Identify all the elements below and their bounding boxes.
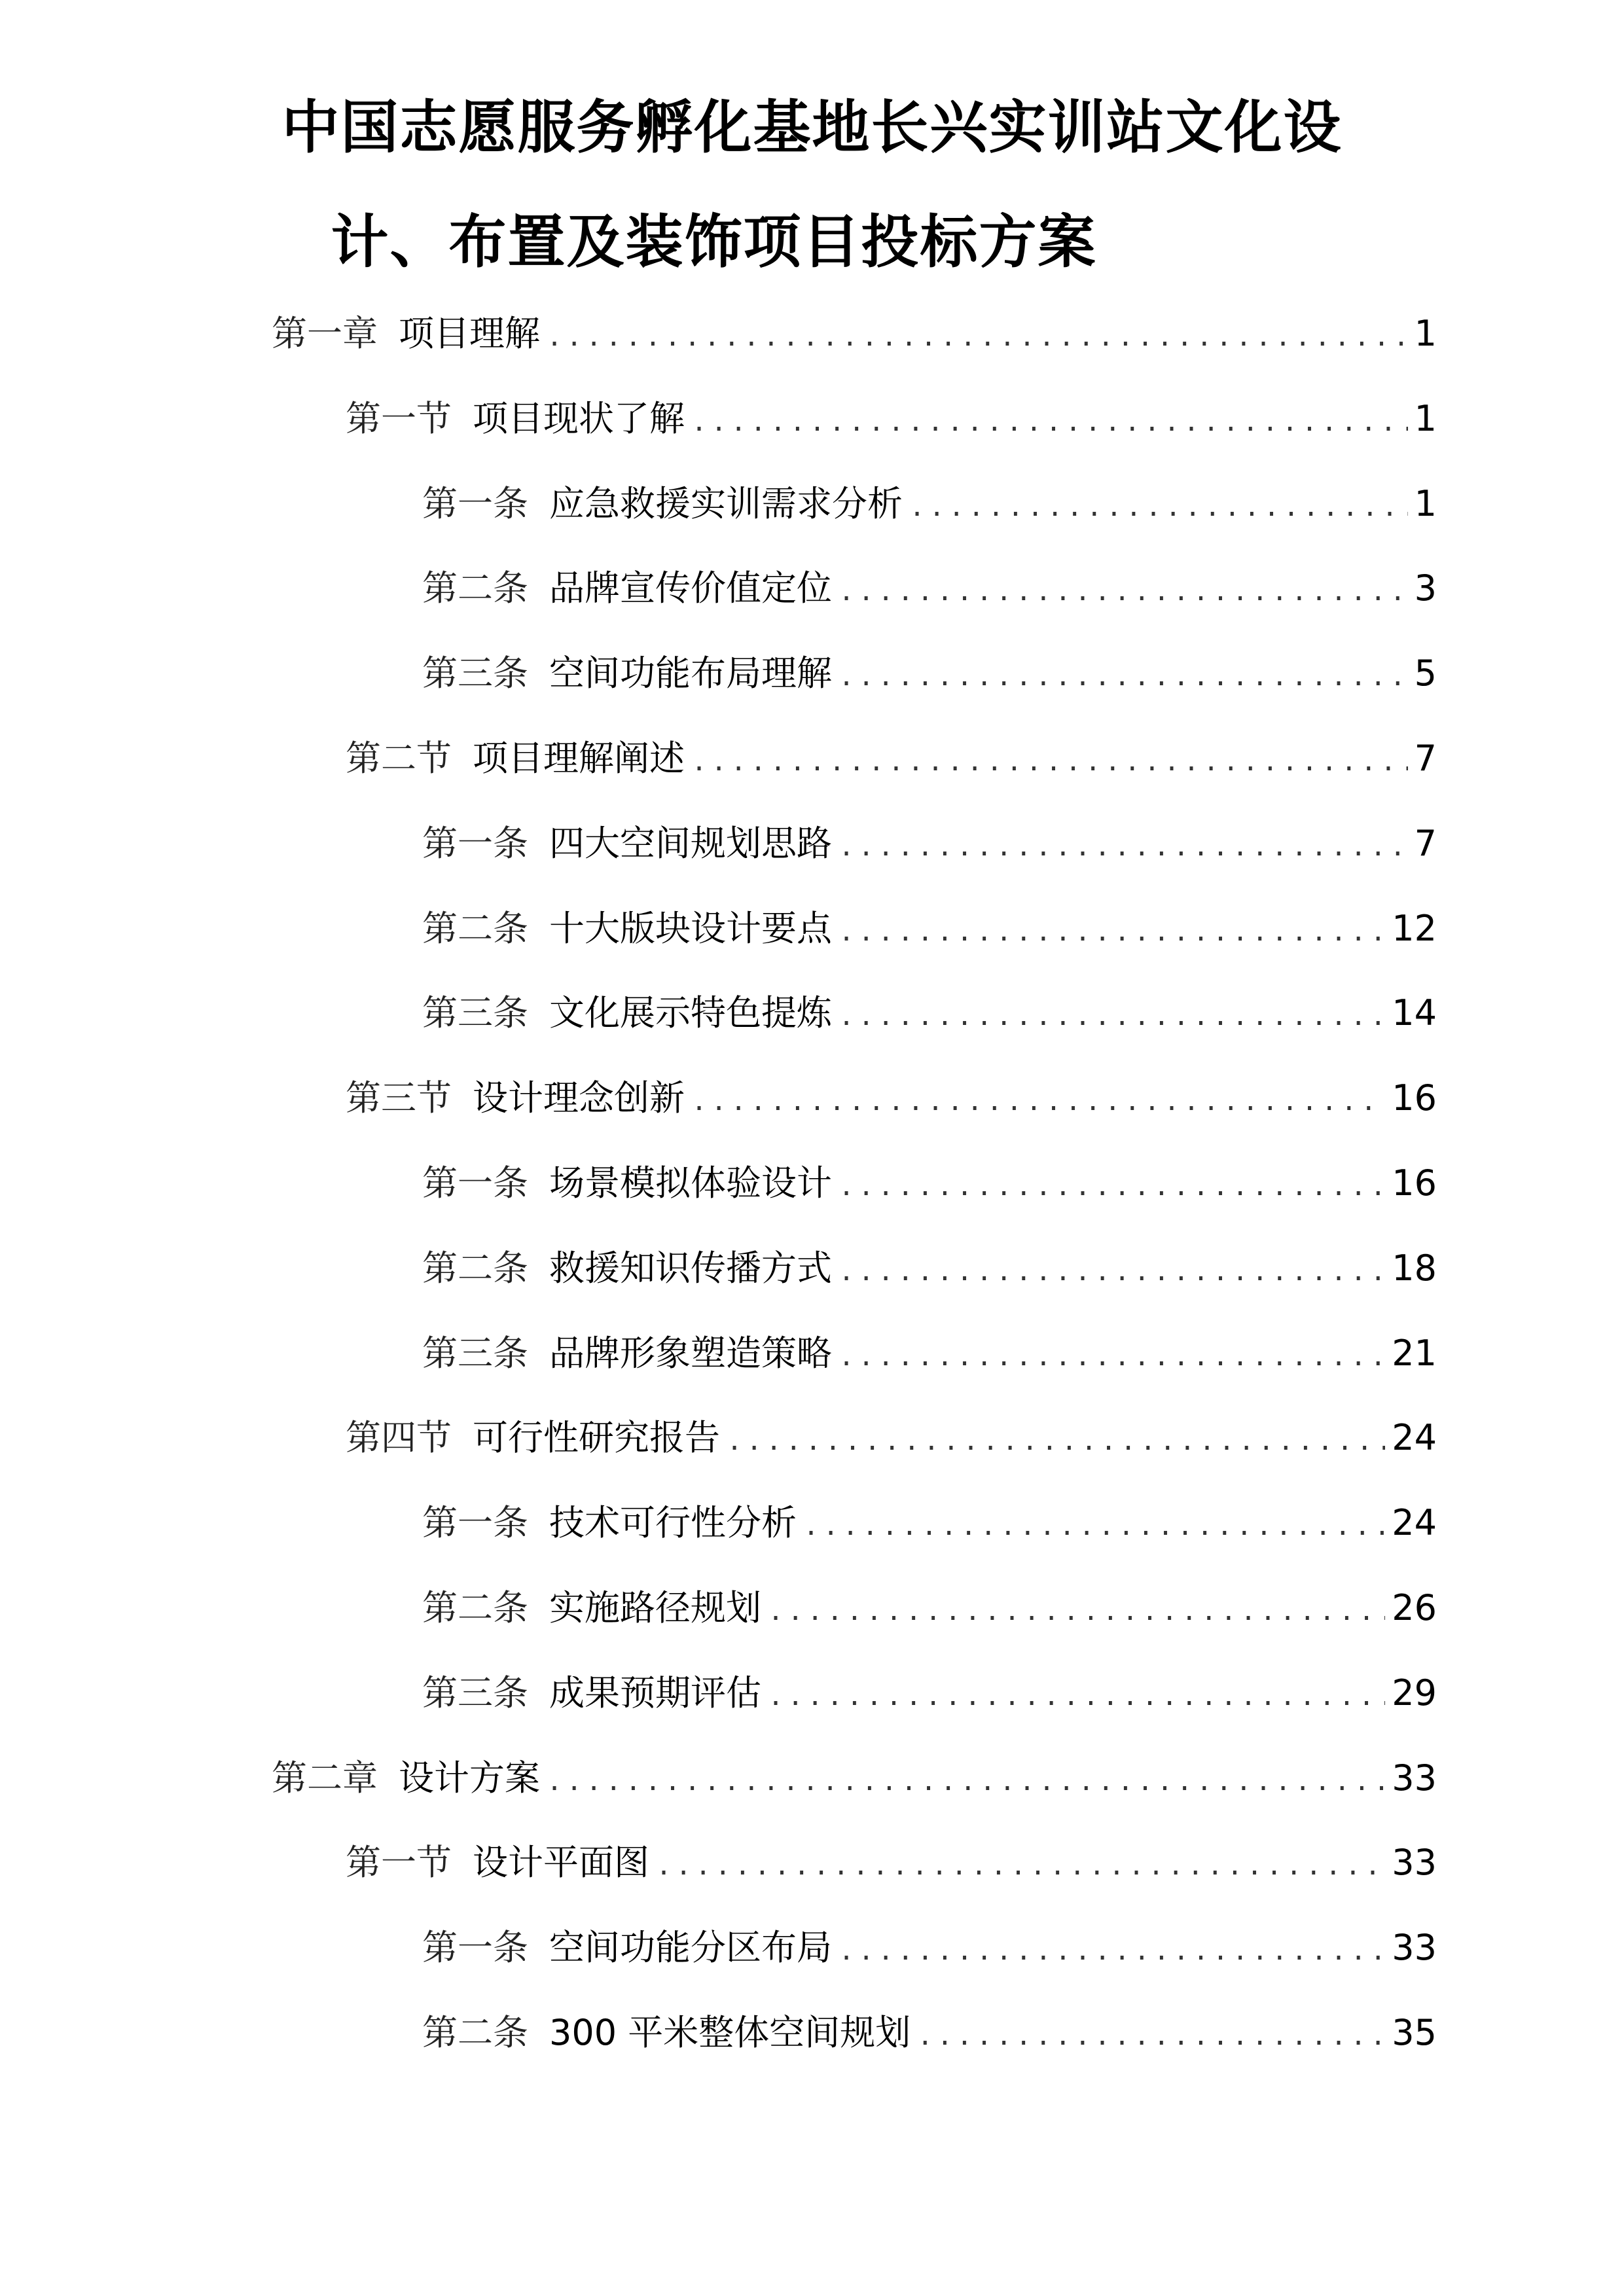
toc-entry-page-number: 33 <box>1392 1757 1437 1799</box>
toc-entry-number: 第三条 <box>422 1672 528 1713</box>
toc-dot-leader <box>547 1755 1385 1808</box>
toc-entry-page-number: 29 <box>1392 1672 1437 1713</box>
toc-dot-leader <box>691 736 1408 788</box>
toc-entry-page-number: 1 <box>1414 483 1437 524</box>
toc-entry-page-number: 24 <box>1392 1502 1437 1543</box>
toc-entry[interactable] <box>272 1752 1437 1804</box>
toc-entry-page-number: 1 <box>1414 313 1437 354</box>
toc-entry[interactable] <box>346 393 1437 445</box>
toc-entry-title: 四大空间规划思路 <box>549 823 832 864</box>
toc-dot-leader <box>547 311 1408 363</box>
toc-entry-number: 第一章 <box>272 313 378 354</box>
toc-entry-page-number: 5 <box>1414 653 1437 694</box>
toc-dot-leader <box>839 651 1408 703</box>
toc-entry-number: 第三条 <box>422 992 528 1033</box>
toc-dot-leader <box>839 1925 1385 1977</box>
document-title-line-1: 中国志愿服务孵化基地长兴实训站文化设 <box>281 94 1343 161</box>
toc-entry-title: 成果预期评估 <box>549 1672 761 1713</box>
toc-dot-leader <box>727 1415 1385 1467</box>
toc-entry[interactable] <box>422 478 1437 530</box>
toc-dot-leader <box>839 565 1408 618</box>
toc-entry-title: 项目理解 <box>399 313 540 354</box>
document-title-line-2: 计、布置及装饰项目投标方案 <box>331 208 1097 276</box>
toc-entry[interactable] <box>422 1157 1437 1210</box>
toc-entry-title: 设计方案 <box>399 1757 540 1799</box>
toc-entry[interactable] <box>422 817 1437 870</box>
toc-dot-leader <box>839 1160 1385 1213</box>
toc-entry-title: 品牌形象塑造策略 <box>549 1333 832 1374</box>
toc-entry-title: 场景模拟体验设计 <box>549 1162 832 1204</box>
toc-dot-leader <box>691 1075 1385 1128</box>
toc-entry-title: 设计理念创新 <box>473 1077 685 1119</box>
toc-entry-number: 第三条 <box>422 653 528 694</box>
toc-entry-number: 第三节 <box>346 1077 452 1119</box>
toc-entry[interactable] <box>422 1497 1437 1549</box>
toc-entry-number: 第三条 <box>422 1333 528 1374</box>
toc-entry-page-number: 7 <box>1414 823 1437 864</box>
toc-dot-leader <box>909 481 1408 533</box>
toc-entry[interactable] <box>422 903 1437 955</box>
toc-entry-page-number: 21 <box>1392 1333 1437 1374</box>
toc-entry-number: 第二章 <box>272 1757 378 1799</box>
toc-entry-number: 第一节 <box>346 1842 452 1883</box>
toc-entry-title: 空间功能布局理解 <box>549 653 832 694</box>
toc-entry-title: 设计平面图 <box>473 1842 649 1883</box>
toc-entry-page-number: 26 <box>1392 1587 1437 1628</box>
toc-entry-title: 300 平米整体空间规划 <box>549 2012 911 2053</box>
toc-dot-leader <box>839 1331 1385 1383</box>
toc-entry-page-number: 16 <box>1392 1077 1437 1119</box>
toc-entry-number: 第二节 <box>346 738 452 779</box>
toc-entry-page-number: 33 <box>1392 1842 1437 1883</box>
toc-entry[interactable] <box>422 1327 1437 1380</box>
toc-dot-leader <box>839 990 1385 1043</box>
toc-entry[interactable] <box>422 1242 1437 1295</box>
toc-entry[interactable] <box>346 1837 1437 1889</box>
toc-dot-leader <box>839 1246 1385 1298</box>
toc-entry-title: 文化展示特色提炼 <box>549 992 832 1033</box>
toc-dot-leader <box>691 396 1408 448</box>
toc-entry-title: 实施路径规划 <box>549 1587 761 1628</box>
toc-entry-title: 品牌宣传价值定位 <box>549 567 832 609</box>
toc-entry-page-number: 16 <box>1392 1162 1437 1204</box>
toc-entry[interactable] <box>422 1667 1437 1719</box>
toc-entry-number: 第四节 <box>346 1417 452 1458</box>
toc-entry-page-number: 33 <box>1392 1927 1437 1968</box>
toc-entry[interactable] <box>422 1582 1437 1634</box>
toc-entry[interactable] <box>422 2007 1437 2059</box>
toc-entry-number: 第一条 <box>422 1927 528 1968</box>
toc-entry-title: 可行性研究报告 <box>473 1417 720 1458</box>
toc-entry-page-number: 18 <box>1392 1247 1437 1289</box>
toc-entry-number: 第二条 <box>422 1587 528 1628</box>
toc-entry-page-number: 12 <box>1392 908 1437 949</box>
toc-entry[interactable] <box>422 562 1437 615</box>
toc-entry-title: 技术可行性分析 <box>549 1502 797 1543</box>
toc-entry-page-number: 7 <box>1414 738 1437 779</box>
toc-entry-number: 第二条 <box>422 1247 528 1289</box>
toc-entry-page-number: 24 <box>1392 1417 1437 1458</box>
toc-entry[interactable] <box>346 1072 1437 1124</box>
toc-entry[interactable] <box>422 987 1437 1039</box>
toc-entry[interactable] <box>422 647 1437 700</box>
toc-entry-number: 第一节 <box>346 398 452 439</box>
toc-entry-title: 十大版块设计要点 <box>549 908 832 949</box>
toc-entry[interactable] <box>346 1412 1437 1464</box>
toc-entry-number: 第一条 <box>422 483 528 524</box>
toc-dot-leader <box>839 906 1385 958</box>
toc-entry-page-number: 3 <box>1414 567 1437 609</box>
toc-entry-title: 项目现状了解 <box>473 398 685 439</box>
toc-entry-title: 救援知识传播方式 <box>549 1247 832 1289</box>
toc-entry-number: 第二条 <box>422 2012 528 2053</box>
toc-entry-page-number: 35 <box>1392 2012 1437 2053</box>
toc-entry-number: 第二条 <box>422 908 528 949</box>
toc-dot-leader <box>768 1585 1385 1638</box>
toc-entry[interactable] <box>422 1922 1437 1974</box>
toc-dot-leader <box>768 1670 1385 1723</box>
toc-entry-title: 应急救援实训需求分析 <box>549 483 903 524</box>
toc-entry-number: 第一条 <box>422 1162 528 1204</box>
toc-dot-leader <box>803 1500 1385 1552</box>
toc-entry-number: 第二条 <box>422 567 528 609</box>
toc-dot-leader <box>656 1840 1385 1892</box>
toc-entry-title: 项目理解阐述 <box>473 738 685 779</box>
toc-dot-leader <box>839 821 1408 873</box>
toc-entry-page-number: 14 <box>1392 992 1437 1033</box>
toc-entry[interactable] <box>346 732 1437 785</box>
toc-entry-number: 第一条 <box>422 1502 528 1543</box>
toc-dot-leader <box>917 2010 1385 2062</box>
toc-entry-number: 第一条 <box>422 823 528 864</box>
toc-entry-title: 空间功能分区布局 <box>549 1927 832 1968</box>
toc-entry[interactable] <box>272 308 1437 360</box>
toc-entry-page-number: 1 <box>1414 398 1437 439</box>
